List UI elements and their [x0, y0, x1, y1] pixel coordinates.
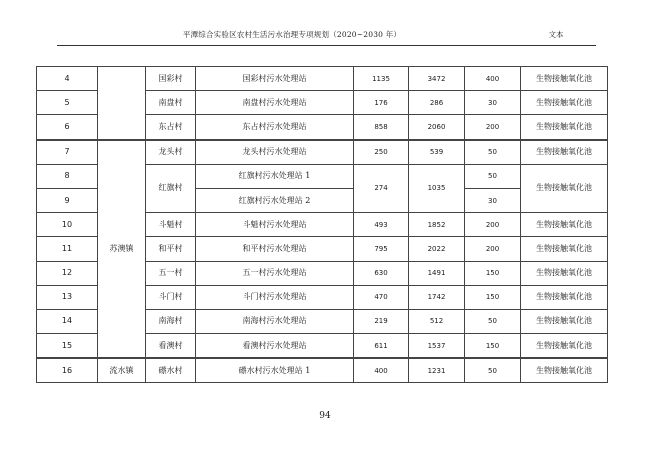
- capacity-value: 50: [465, 309, 521, 333]
- row-number: 10: [37, 213, 98, 237]
- village-name: 南盘村: [146, 91, 196, 115]
- population-value: 795: [354, 237, 409, 261]
- table-row: [37, 140, 608, 165]
- capacity-value: 150: [465, 261, 521, 285]
- capacity-value: 50: [465, 140, 521, 165]
- population-value: 493: [354, 213, 409, 237]
- households-value: 1537: [409, 334, 465, 359]
- row-number: 16: [37, 358, 98, 383]
- households-value: 1035: [409, 164, 465, 212]
- village-name: 红旗村: [146, 164, 196, 212]
- row-number: 4: [37, 67, 98, 91]
- station-name: 五一村污水处理站: [196, 261, 354, 285]
- population-value: 630: [354, 261, 409, 285]
- station-name: 红旗村污水处理站 2: [196, 188, 354, 212]
- station-name: 红旗村污水处理站 1: [196, 164, 354, 188]
- capacity-value: 200: [465, 213, 521, 237]
- station-name: 国彩村污水处理站: [196, 67, 354, 91]
- village-name: 斗魁村: [146, 213, 196, 237]
- section-tag: 文本: [548, 30, 564, 39]
- village-name: 国彩村: [146, 67, 196, 91]
- process-value: 生物接触氧化池: [521, 285, 608, 309]
- row-number: 13: [37, 285, 98, 309]
- page-number: 94: [319, 411, 331, 421]
- row-number: 8: [37, 164, 98, 188]
- capacity-value: 50: [465, 358, 521, 383]
- page-header: [57, 25, 596, 46]
- process-value: 生物接触氧化池: [521, 334, 608, 359]
- town-cell: 流水镇: [98, 358, 146, 383]
- station-name: 东占村污水处理站: [196, 115, 354, 140]
- town-cell: 苏澳镇: [98, 140, 146, 359]
- row-number: 12: [37, 261, 98, 285]
- households-value: 512: [409, 309, 465, 333]
- village-name: 龙头村: [146, 140, 196, 165]
- village-name: 南海村: [146, 309, 196, 333]
- population-value: 250: [354, 140, 409, 165]
- village-name: 五一村: [146, 261, 196, 285]
- households-value: 539: [409, 140, 465, 165]
- households-value: 1231: [409, 358, 465, 383]
- station-name: 看澳村污水处理站: [196, 334, 354, 359]
- station-name: 斗门村污水处理站: [196, 285, 354, 309]
- row-number: 5: [37, 91, 98, 115]
- station-name: 斗魁村污水处理站: [196, 213, 354, 237]
- population-value: 858: [354, 115, 409, 140]
- population-value: 219: [354, 309, 409, 333]
- town-cell: [98, 67, 146, 140]
- capacity-value: 400: [465, 67, 521, 91]
- table-row: [37, 67, 608, 91]
- capacity-value: 50: [465, 164, 521, 188]
- process-value: 生物接触氧化池: [521, 140, 608, 165]
- village-name: 和平村: [146, 237, 196, 261]
- capacity-value: 200: [465, 115, 521, 140]
- station-name: 和平村污水处理站: [196, 237, 354, 261]
- capacity-value: 30: [465, 188, 521, 212]
- row-number: 11: [37, 237, 98, 261]
- process-value: 生物接触氧化池: [521, 237, 608, 261]
- village-name: 礤水村: [146, 358, 196, 383]
- capacity-value: 30: [465, 91, 521, 115]
- population-value: 1135: [354, 67, 409, 91]
- process-value: 生物接触氧化池: [521, 261, 608, 285]
- station-name: 龙头村污水处理站: [196, 140, 354, 165]
- households-value: 286: [409, 91, 465, 115]
- capacity-value: 150: [465, 334, 521, 359]
- population-value: 176: [354, 91, 409, 115]
- households-value: 1852: [409, 213, 465, 237]
- sewage-station-table: [36, 66, 608, 383]
- station-name: 礤水村污水处理站 1: [196, 358, 354, 383]
- row-number: 15: [37, 334, 98, 359]
- households-value: 3472: [409, 67, 465, 91]
- row-number: 14: [37, 309, 98, 333]
- table-row: [37, 358, 608, 383]
- process-value: 生物接触氧化池: [521, 358, 608, 383]
- population-value: 274: [354, 164, 409, 212]
- households-value: 1491: [409, 261, 465, 285]
- process-value: 生物接触氧化池: [521, 309, 608, 333]
- process-value: 生物接触氧化池: [521, 164, 608, 212]
- document-title: 平潭综合实验区农村生活污水治理专项规划（2020~2030 年）: [182, 30, 402, 39]
- station-name: 南海村污水处理站: [196, 309, 354, 333]
- households-value: 1742: [409, 285, 465, 309]
- village-name: 斗门村: [146, 285, 196, 309]
- population-value: 470: [354, 285, 409, 309]
- households-value: 2060: [409, 115, 465, 140]
- process-value: 生物接触氧化池: [521, 91, 608, 115]
- row-number: 7: [37, 140, 98, 165]
- population-value: 400: [354, 358, 409, 383]
- process-value: 生物接触氧化池: [521, 213, 608, 237]
- village-name: 看澳村: [146, 334, 196, 359]
- capacity-value: 150: [465, 285, 521, 309]
- capacity-value: 200: [465, 237, 521, 261]
- population-value: 611: [354, 334, 409, 359]
- row-number: 9: [37, 188, 98, 212]
- station-name: 南盘村污水处理站: [196, 91, 354, 115]
- process-value: 生物接触氧化池: [521, 115, 608, 140]
- households-value: 2022: [409, 237, 465, 261]
- row-number: 6: [37, 115, 98, 140]
- village-name: 东占村: [146, 115, 196, 140]
- process-value: 生物接触氧化池: [521, 67, 608, 91]
